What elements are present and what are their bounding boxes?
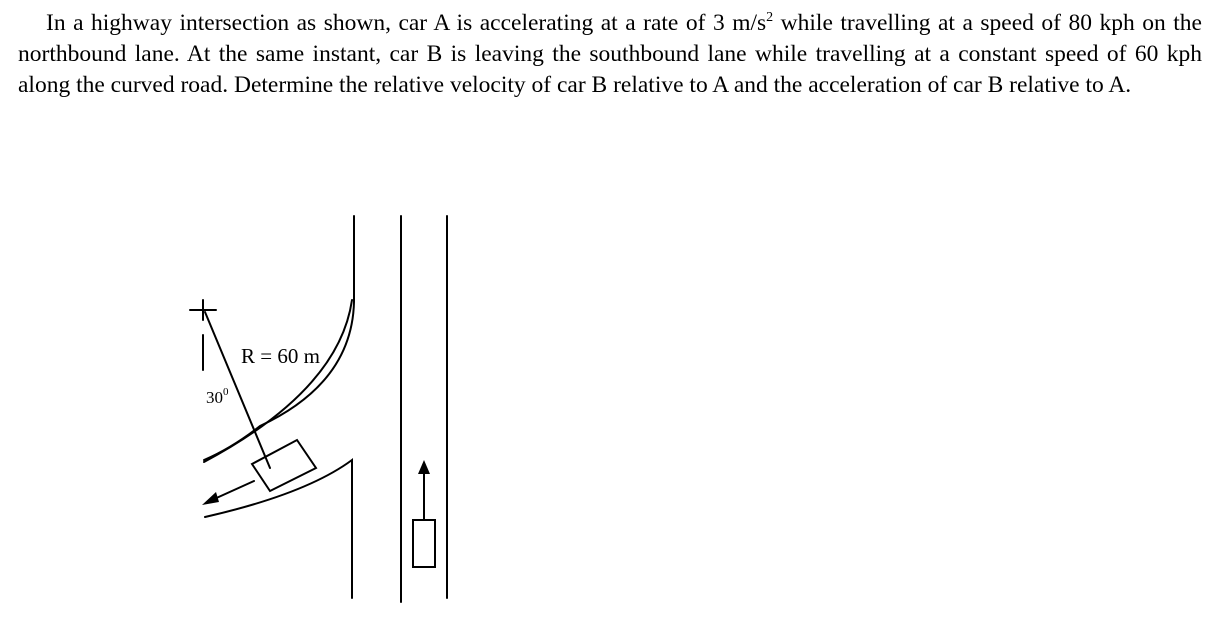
road-edge-lower	[205, 460, 352, 598]
angle-degree-sup: 0	[223, 386, 229, 398]
problem-text-part1: In a highway intersection as shown, car A is accelerating at a rate of 3 m/s	[46, 10, 767, 36]
problem-text-part2: while travelling at a speed of 80 kph on the northbound lane. At the same instant, car B is leaving the southbound lane while travelling at a constant speed of 60 kph along the curved road. Determine the relative velocity of car B relative to A and the acceleration of car B relative to A.	[18, 10, 1202, 98]
car-b-velocity-arrow	[212, 481, 254, 500]
radius-label: R = 60 m	[241, 344, 320, 368]
car-a-arrowhead	[418, 460, 430, 474]
unit-exponent: 2	[766, 10, 774, 26]
road-edge-outer-curve	[204, 216, 354, 460]
angle-value: 30	[206, 388, 223, 407]
car-b-arrowhead	[202, 492, 219, 505]
angle-label	[206, 386, 229, 407]
car-a	[413, 520, 435, 567]
road-edge-inner-curve	[204, 300, 352, 462]
